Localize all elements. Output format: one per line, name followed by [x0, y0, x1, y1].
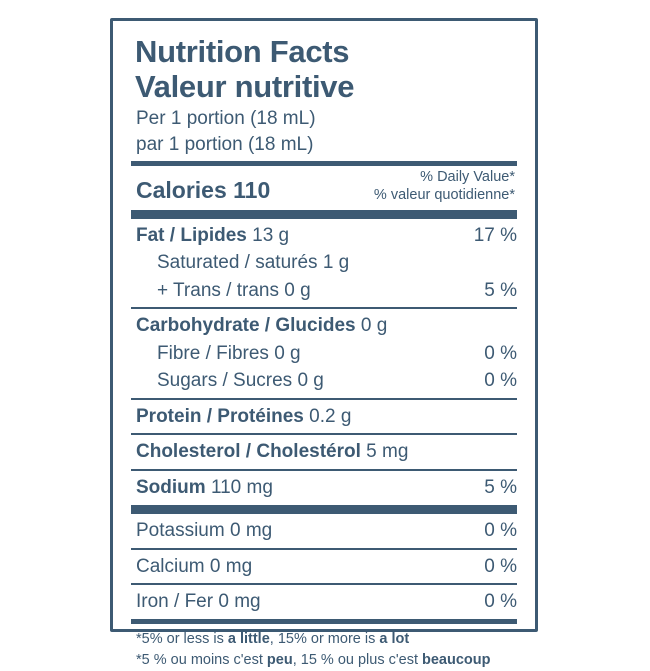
nutrient-value: 0.2 g — [309, 405, 352, 427]
nutrient-value: 0 g — [284, 279, 311, 301]
panel-title-fr: Valeur nutritive — [135, 68, 355, 104]
nutrient-dv: 0 % — [484, 342, 517, 364]
table-row — [131, 222, 517, 249]
nutrient-dv: 0 % — [484, 555, 517, 577]
daily-value-header-fr: % valeur quotidienne* — [373, 187, 515, 204]
divider-cholesterol-sodium — [131, 469, 517, 471]
table-row — [131, 588, 517, 615]
footnote-fr-part1: *5 % ou moins c'est — [136, 652, 267, 669]
nutrient-dv: 5 % — [484, 476, 517, 498]
panel-title-en: Nutrition Facts — [135, 34, 350, 69]
footnote-en-part2: , 15% or more is — [269, 631, 380, 648]
table-row — [131, 438, 517, 465]
divider-under-sodium — [131, 505, 517, 514]
divider-under-serving — [131, 161, 517, 166]
daily-value-header — [374, 169, 517, 206]
nutrient-value: 110 mg — [210, 476, 273, 498]
nutrient-label: Protein / Protéines — [136, 405, 304, 427]
table-row — [131, 277, 517, 304]
nutrient-value: 0 mg — [209, 555, 253, 577]
nutrient-label: Fibre / Fibres — [157, 342, 269, 364]
nutrient-label: Saturated / saturés — [157, 252, 318, 274]
nutrient-dv: 5 % — [484, 279, 517, 301]
nutrition-facts-panel — [110, 18, 538, 669]
divider-potassium-calcium — [131, 548, 517, 550]
footnote-fr-beaucoup: beaucoup — [422, 652, 491, 669]
nutrient-label: Sodium — [136, 476, 206, 498]
divider-calcium-iron — [131, 583, 517, 585]
nutrient-value: 0 g — [274, 342, 301, 364]
nutrient-label: + Trans / trans — [157, 279, 279, 301]
table-row — [131, 403, 517, 430]
footnote-fr — [136, 650, 517, 671]
table-row — [131, 312, 517, 339]
footnote-en-little: a little — [227, 631, 270, 648]
nutrient-value: 13 g — [252, 224, 290, 246]
divider-under-calories — [131, 210, 517, 219]
footnotes — [136, 629, 517, 671]
table-row — [131, 474, 517, 501]
daily-value-header-en: % Daily Value* — [420, 168, 515, 185]
nutrient-label: Iron / Fer — [136, 590, 214, 612]
serving-size-fr: par 1 portion (18 mL) — [136, 133, 314, 155]
nutrient-label: Cholesterol / Cholestérol — [136, 441, 361, 463]
nutrient-dv: 17 % — [473, 224, 517, 246]
nutrient-value: 0 mg — [229, 520, 273, 542]
table-row — [131, 367, 517, 394]
table-row — [131, 340, 517, 367]
calories-label: Calories 110 — [136, 176, 271, 203]
calories-row — [131, 169, 517, 206]
nutrient-label: Fat / Lipides — [136, 224, 247, 246]
nutrient-label: Potassium — [136, 520, 225, 542]
table-row — [131, 249, 517, 276]
nutrient-label: Carbohydrate / Glucides — [136, 315, 356, 337]
nutrient-value: 0 mg — [218, 590, 261, 612]
divider-carb-protein — [131, 398, 517, 400]
nutrient-value: 5 mg — [366, 441, 409, 463]
nutrient-label: Sugars / Sucres — [157, 370, 293, 392]
footnote-fr-part2: , 15 % ou plus c'est — [292, 652, 423, 669]
nutrient-value: 1 g — [322, 252, 350, 274]
nutrient-dv: 0 % — [484, 370, 517, 392]
nutrient-dv: 0 % — [484, 590, 517, 612]
footnote-en-lot: a lot — [379, 631, 410, 648]
divider-fat-carb — [131, 307, 517, 309]
nutrient-value: 0 g — [360, 315, 388, 337]
footnote-en — [136, 629, 517, 650]
nutrient-dv: 0 % — [484, 520, 517, 542]
divider-above-footnotes — [131, 619, 517, 624]
divider-protein-cholesterol — [131, 433, 517, 435]
nutrient-label: Calcium — [136, 555, 205, 577]
footnote-fr-peu: peu — [266, 652, 293, 669]
table-row — [131, 553, 517, 580]
serving-size-en: Per 1 portion (18 mL) — [136, 108, 316, 130]
table-row — [131, 517, 517, 544]
nutrient-value: 0 g — [297, 370, 324, 392]
footnote-en-part1: *5% or less is — [136, 631, 228, 648]
